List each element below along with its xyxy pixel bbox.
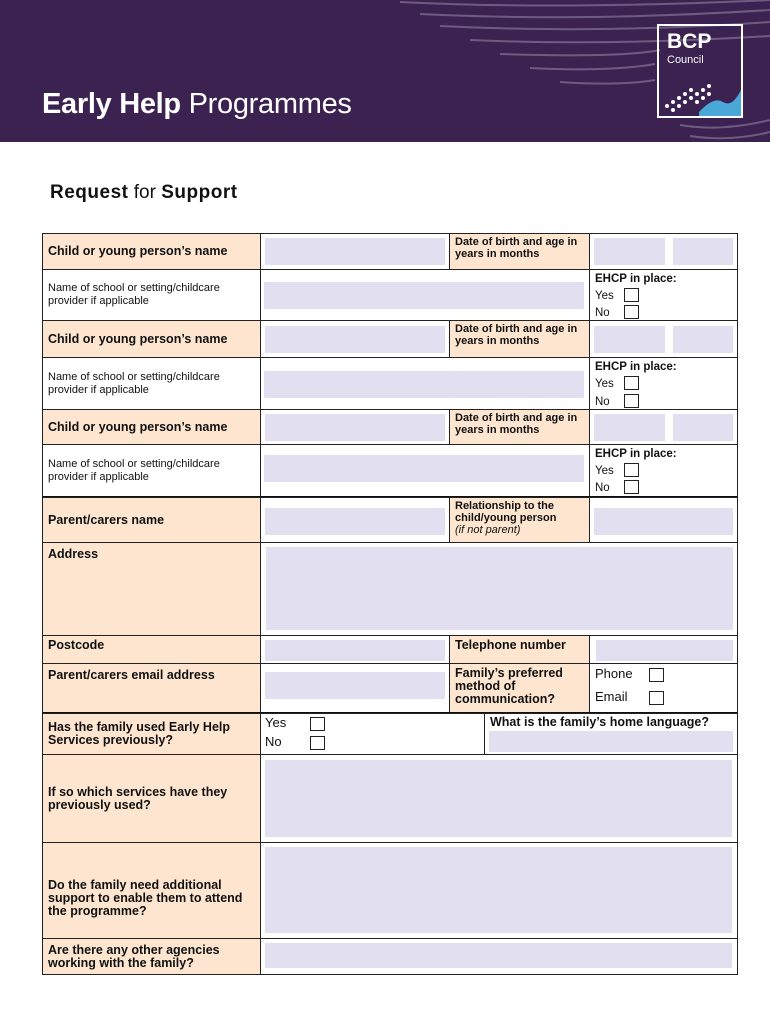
child-3-name-cell [260, 409, 450, 445]
child-3-name-input[interactable] [265, 414, 445, 441]
email-option-checkbox[interactable] [649, 691, 664, 705]
page-title: Request for Support [50, 182, 238, 203]
previous-use-yes-label: Yes [265, 715, 287, 730]
logo-dots-graphic [659, 76, 741, 116]
child-1-name-cell [260, 233, 450, 270]
child-3-ehcp-no-checkbox[interactable] [624, 480, 639, 494]
request-form [42, 233, 738, 975]
parent-name-input[interactable] [265, 508, 445, 535]
relationship-input[interactable] [594, 508, 733, 535]
child-1-ehcp-yes-checkbox[interactable] [624, 288, 639, 302]
child-3-ehcp-no-label: No [595, 482, 610, 494]
home-language-cell [484, 713, 738, 755]
previous-use-no-label: No [265, 734, 282, 749]
child-2-dob-input[interactable] [594, 326, 665, 353]
additional-support-cell [260, 842, 738, 939]
parent-name-cell [260, 497, 450, 543]
relationship-label: Relationship to the child/young person (if not parent) [449, 497, 590, 543]
preferred-method-label: Family’s preferred method of communication? [449, 663, 590, 713]
child-1-ehcp-cell [589, 269, 738, 321]
preferred-method-cell [589, 663, 738, 713]
child-3-school-cell [260, 444, 590, 497]
child-2-name-label: Child or young person’s name [42, 320, 261, 358]
child-2-dob-cell [589, 320, 738, 358]
child-3-dob-cell [589, 409, 738, 445]
other-agencies-input[interactable] [265, 943, 732, 968]
telephone-input[interactable] [596, 640, 733, 661]
previous-services-label: If so which services have they previously used? [42, 754, 261, 843]
child-1-ehcp-no-label: No [595, 307, 610, 319]
child-1-name-label: Child or young person’s name [42, 233, 261, 270]
banner-title: Early Help Programmes [42, 88, 352, 120]
child-1-ehcp-no-checkbox[interactable] [624, 305, 639, 319]
child-1-school-cell [260, 269, 590, 321]
child-1-dob-label: Date of birth and age in years in months [449, 233, 590, 270]
email-label: Parent/carers email address [42, 663, 261, 713]
child-2-ehcp-yes-checkbox[interactable] [624, 376, 639, 390]
child-2-dob-label: Date of birth and age in years in months [449, 320, 590, 358]
home-language-label: What is the family’s home language? [490, 715, 710, 729]
child-1-school-label: Name of school or setting/childcare provider if applicable [42, 269, 261, 321]
child-3-school-input[interactable] [264, 455, 584, 482]
postcode-cell [260, 635, 450, 664]
phone-option-checkbox[interactable] [649, 668, 664, 682]
child-2-name-cell [260, 320, 450, 358]
address-input[interactable] [266, 547, 733, 630]
child-2-school-label: Name of school or setting/childcare provider if applicable [42, 357, 261, 410]
address-cell [260, 542, 738, 636]
child-2-ehcp-cell [589, 357, 738, 410]
other-agencies-cell [260, 938, 738, 975]
child-2-ehcp-no-checkbox[interactable] [624, 394, 639, 408]
child-3-ehcp-cell [589, 444, 738, 497]
previous-use-label: Has the family used Early Help Services previously? [42, 713, 261, 755]
child-2-name-input[interactable] [265, 326, 445, 353]
child-3-school-label: Name of school or setting/childcare provider if applicable [42, 444, 261, 497]
previous-use-no-checkbox[interactable] [310, 736, 325, 750]
address-label: Address [42, 542, 261, 636]
home-language-input[interactable] [489, 731, 733, 752]
child-2-school-input[interactable] [264, 371, 584, 398]
child-2-school-cell [260, 357, 590, 410]
child-1-ehcp-label: EHCP in place: [595, 273, 677, 285]
other-agencies-label: Are there any other agencies working with the family? [42, 938, 261, 975]
header-banner [0, 0, 770, 142]
phone-option-label: Phone [595, 666, 633, 681]
child-3-ehcp-label: EHCP in place: [595, 448, 677, 460]
postcode-label: Postcode [42, 635, 261, 664]
postcode-input[interactable] [265, 640, 445, 661]
telephone-label: Telephone number [449, 635, 590, 664]
child-1-name-input[interactable] [265, 238, 445, 265]
previous-use-cell [260, 713, 485, 755]
previous-services-cell [260, 754, 738, 843]
child-3-name-label: Child or young person’s name [42, 409, 261, 445]
child-2-ehcp-label: EHCP in place: [595, 361, 677, 373]
email-cell [260, 663, 450, 713]
child-1-age-input[interactable] [673, 238, 733, 265]
parent-name-label: Parent/carers name [42, 497, 261, 543]
child-3-ehcp-yes-label: Yes [595, 465, 614, 477]
child-1-dob-cell [589, 233, 738, 270]
bcp-council-logo: BCP Council [657, 24, 743, 118]
previous-services-input[interactable] [265, 760, 732, 837]
email-input[interactable] [265, 672, 445, 699]
telephone-cell [589, 635, 738, 664]
email-option-label: Email [595, 689, 628, 704]
child-3-ehcp-yes-checkbox[interactable] [624, 463, 639, 477]
child-1-dob-input[interactable] [594, 238, 665, 265]
relationship-note: (if not parent) [455, 524, 521, 536]
child-2-age-input[interactable] [673, 326, 733, 353]
child-1-ehcp-yes-label: Yes [595, 290, 614, 302]
child-3-age-input[interactable] [673, 414, 733, 441]
child-3-dob-input[interactable] [594, 414, 665, 441]
previous-use-yes-checkbox[interactable] [310, 717, 325, 731]
additional-support-input[interactable] [265, 847, 732, 933]
child-3-dob-label: Date of birth and age in years in months [449, 409, 590, 445]
child-2-ehcp-no-label: No [595, 396, 610, 408]
child-2-ehcp-yes-label: Yes [595, 378, 614, 390]
child-1-school-input[interactable] [264, 282, 584, 309]
additional-support-label: Do the family need additional support to enable them to attend the programme? [42, 842, 261, 939]
relationship-cell [589, 497, 738, 543]
